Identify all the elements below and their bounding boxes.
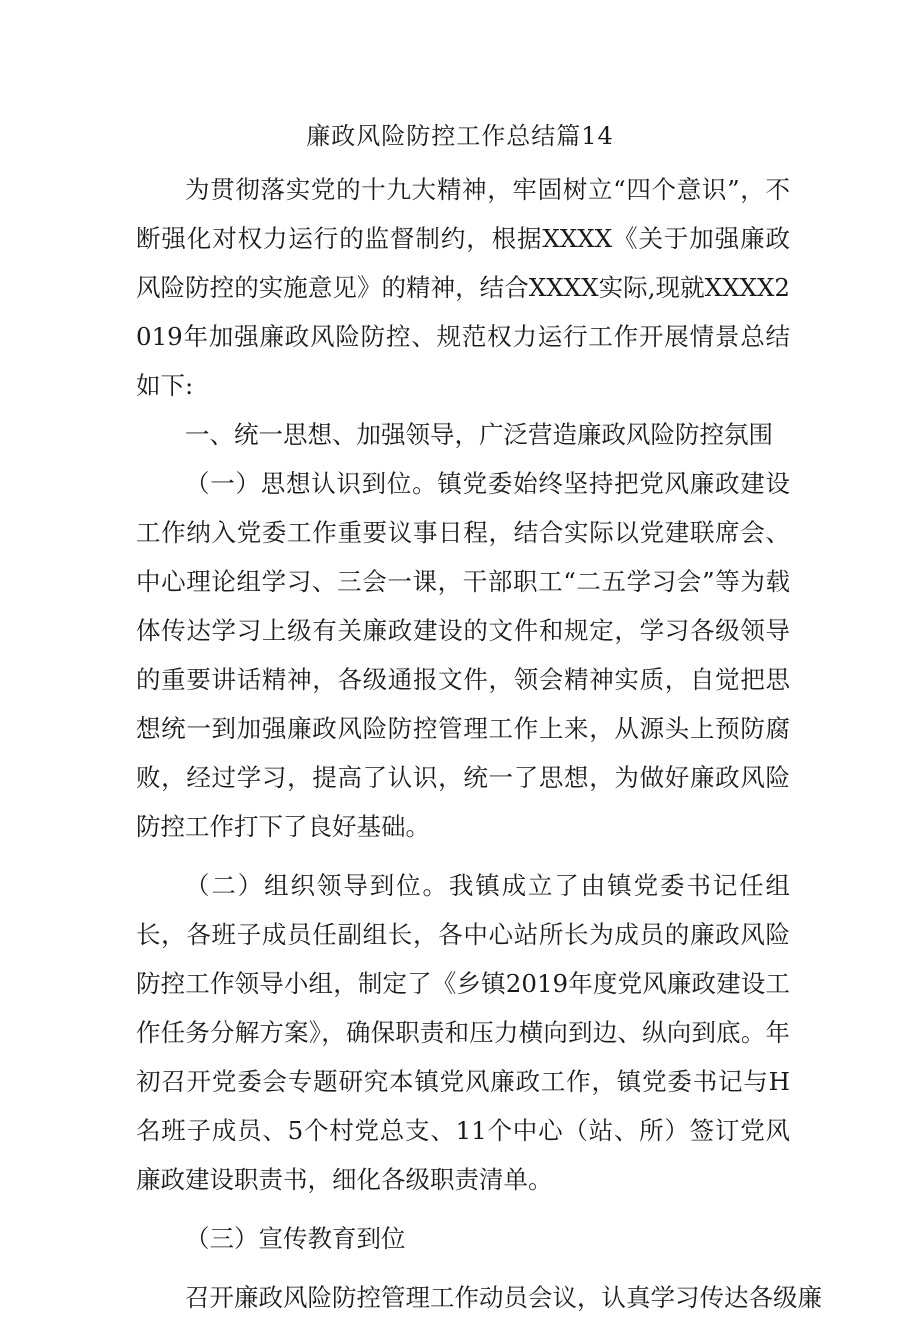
section-heading-1: 一、统一思想、加强领导，广泛营造廉政风险防控氛围: [185, 420, 773, 449]
paragraph-gap: [136, 1263, 790, 1273]
paragraph-organization-leadership: （二）组织领导到位。我镇成立了由镇党委书记任组长，各班子成员任副组长，各中心站所长为成员的廉政风险防控工作领导小组，制定了《乡镇2019年度党风廉政建设工作任务分解方案》，确保职责和压力横向到边、纵向到底。年初召开党委会专题研究本镇党风廉政工作，镇党委书记与H名班子成员、5个村党总支、11个中心（站、所）签订党风廉政建设职责书，细化各级职责清单。: [136, 871, 790, 1194]
paragraph-mobilization-meeting: 召开廉政风险防控管理工作动员会议，认真学习传达各级廉: [185, 1283, 822, 1312]
subheading-publicity-education: （三）宣传教育到位: [185, 1224, 406, 1253]
document-body: [136, 165, 822, 1322]
intro-paragraph: 为贯彻落实党的十九大精神，牢固树立“四个意识”，不断强化对权力运行的监督制约，根据XXXX《关于加强廉政风险防控的实施意见》的精神，结合XXXX实际,现就XXXX2019年加强廉政风险防控、规范权力运行工作开展情景总结如下:: [136, 175, 790, 400]
paragraph-gap: [136, 1204, 790, 1214]
paragraph-thought-awareness: （一）思想认识到位。镇党委始终坚持把党风廉政建设工作纳入党委工作重要议事日程，结合实际以党建联席会、中心理论组学习、三会一课，干部职工“二五学习会”等为载体传达学习上级有关廉政建设的文件和规定，学习各级领导的重要讲话精神，各级通报文件，领会精神实质，自觉把思想统一到加强廉政风险防控管理工作上来，从源头上预防腐败，经过学习，提高了认识，统一了思想，为做好廉政风险防控工作打下了良好基础。: [136, 469, 790, 841]
paragraph-gap: [136, 851, 790, 861]
document-title: 廉政风险防控工作总结篇14: [306, 122, 614, 150]
